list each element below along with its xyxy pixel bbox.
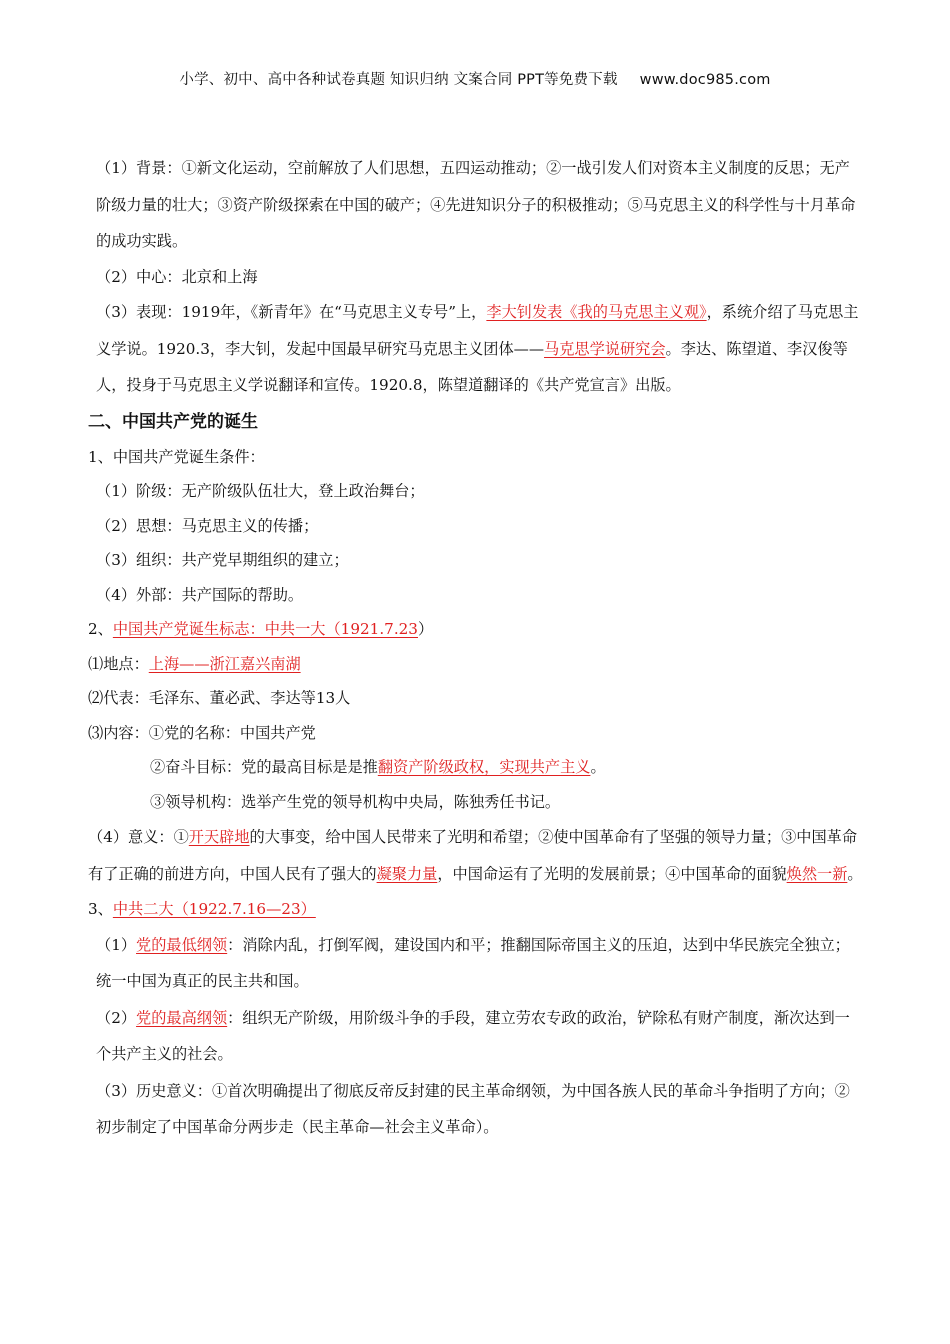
highlight-li-dazhao: 李大钊发表《我的马克思主义观》 xyxy=(486,303,707,321)
min-prefix: （1） xyxy=(96,935,137,954)
first-congress-representatives: ⑵代表：毛泽东、董必武、李达等13人 xyxy=(88,689,351,707)
second-congress-title xyxy=(88,892,864,927)
document-body xyxy=(88,150,864,1146)
minimum-program xyxy=(88,927,864,1000)
highlight-goal: 翻资产阶级政权，实现共产主义 xyxy=(377,758,591,776)
first-congress-content: ⑶内容：①党的名称：中国共产党 xyxy=(88,723,316,742)
highlight-first-congress: 中国共产党诞生标志：中共一大（1921.7.23 xyxy=(112,620,418,638)
first-congress-goal xyxy=(88,750,864,785)
sig-text-b: 的大事变，给中国人民带来了光明和希望；②使中国革命有了坚强的领导力量；③中国革命有了正确的前进方向，中国人民有了强大的 xyxy=(88,828,858,883)
sig-text-a: （4）意义：① xyxy=(88,828,189,846)
condition-item: （4）外部：共产国际的帮助。 xyxy=(96,585,304,604)
highlight-new-look: 焕然一新 xyxy=(786,864,848,883)
header-text: 小学、初中、高中各种试卷真题 知识归纳 文案合同 PPT等免费下载 xyxy=(179,72,618,88)
first-congress-organization: ③领导机构：选举产生党的领导机构中央局，陈独秀任书记。 xyxy=(150,792,561,811)
goal-end: 。 xyxy=(590,758,606,776)
header-site-link[interactable]: www.doc985.com xyxy=(639,72,771,88)
background-paragraph: （1）背景：①新文化运动，空前解放了人们思想，五四运动推动；②一战引发人们对资本主义制度的反思；无产阶级力量的壮大；③资产阶级探索在中国的破产；④先进知识分子的积极推动；⑤马克思主义的科学性与十月革命的成功实践。 xyxy=(96,159,856,250)
place-label: ⑴地点： xyxy=(88,654,149,673)
sig-text-c: ，中国命运有了光明的发展前景；④中国革命的面貌 xyxy=(437,864,787,883)
manifest-text-b: ，系统介绍了马克思主义学说。1920.3，李大钊，发起中国最早研究马克思主义团体—— xyxy=(96,303,859,358)
page-header xyxy=(0,68,950,89)
condition-item: （1）阶级：无产阶级队伍壮大，登上政治舞台； xyxy=(96,482,425,500)
section-heading: 二、中国共产党的诞生 xyxy=(88,411,258,432)
highlight-epoch: 开天辟地 xyxy=(188,828,250,846)
first-congress-title xyxy=(88,612,864,647)
first-congress-significance xyxy=(88,819,864,892)
highlight-place: 上海——浙江嘉兴南湖 xyxy=(148,654,301,673)
first-congress-place xyxy=(88,647,864,682)
item-number: 3、 xyxy=(88,900,113,918)
title-end: ） xyxy=(417,620,434,638)
item-number: 2、 xyxy=(88,620,113,638)
sig-end: 。 xyxy=(847,864,863,883)
historical-significance: （3）历史意义：①首次明确提出了彻底反帝反封建的民主革命纲领，为中国各族人民的革命斗争指明了方向；②初步制定了中国革命分两步走（民主革命—社会主义革命）。 xyxy=(96,1081,850,1136)
highlight-marxism-society: 马克思学说研究会 xyxy=(544,339,666,358)
conditions-title: 1、中国共产党诞生条件： xyxy=(88,447,265,466)
condition-item: （2）思想：马克思主义的传播； xyxy=(96,516,319,535)
max-prefix: （2） xyxy=(96,1008,137,1027)
max-text: ：组织无产阶级，用阶级斗争的手段，建立劳农专政的政治，铲除私有财产制度，渐次达到一个共产主义的社会。 xyxy=(96,1008,850,1063)
highlight-maximum-program: 党的最高纲领 xyxy=(136,1008,228,1027)
maximum-program xyxy=(88,1000,864,1073)
highlight-cohesion: 凝聚力量 xyxy=(376,864,438,883)
manifest-text-a: （3）表现：1919年，《新青年》在“马克思主义专号”上， xyxy=(96,303,487,321)
highlight-second-congress: 中共二大（1922.7.16—23） xyxy=(112,900,316,918)
manifestation-paragraph xyxy=(88,294,864,404)
center-line: （2）中心：北京和上海 xyxy=(96,267,258,286)
manifest-text-c: 。李达、陈望道、李汉俊等人，投身于马克思主义学说翻译和宣传。1920.8，陈望道翻译的《共产党宣言》出版。 xyxy=(96,339,848,394)
goal-text: ②奋斗目标：党的最高目标是是推 xyxy=(150,758,378,776)
highlight-minimum-program: 党的最低纲领 xyxy=(136,935,228,954)
condition-item: （3）组织：共产党早期组织的建立； xyxy=(96,551,349,569)
min-text: ：消除内乱，打倒军阀，建设国内和平；推翻国际帝国主义的压迫，达到中华民族完全独立；统一中国为真正的民主共和国。 xyxy=(96,935,850,990)
